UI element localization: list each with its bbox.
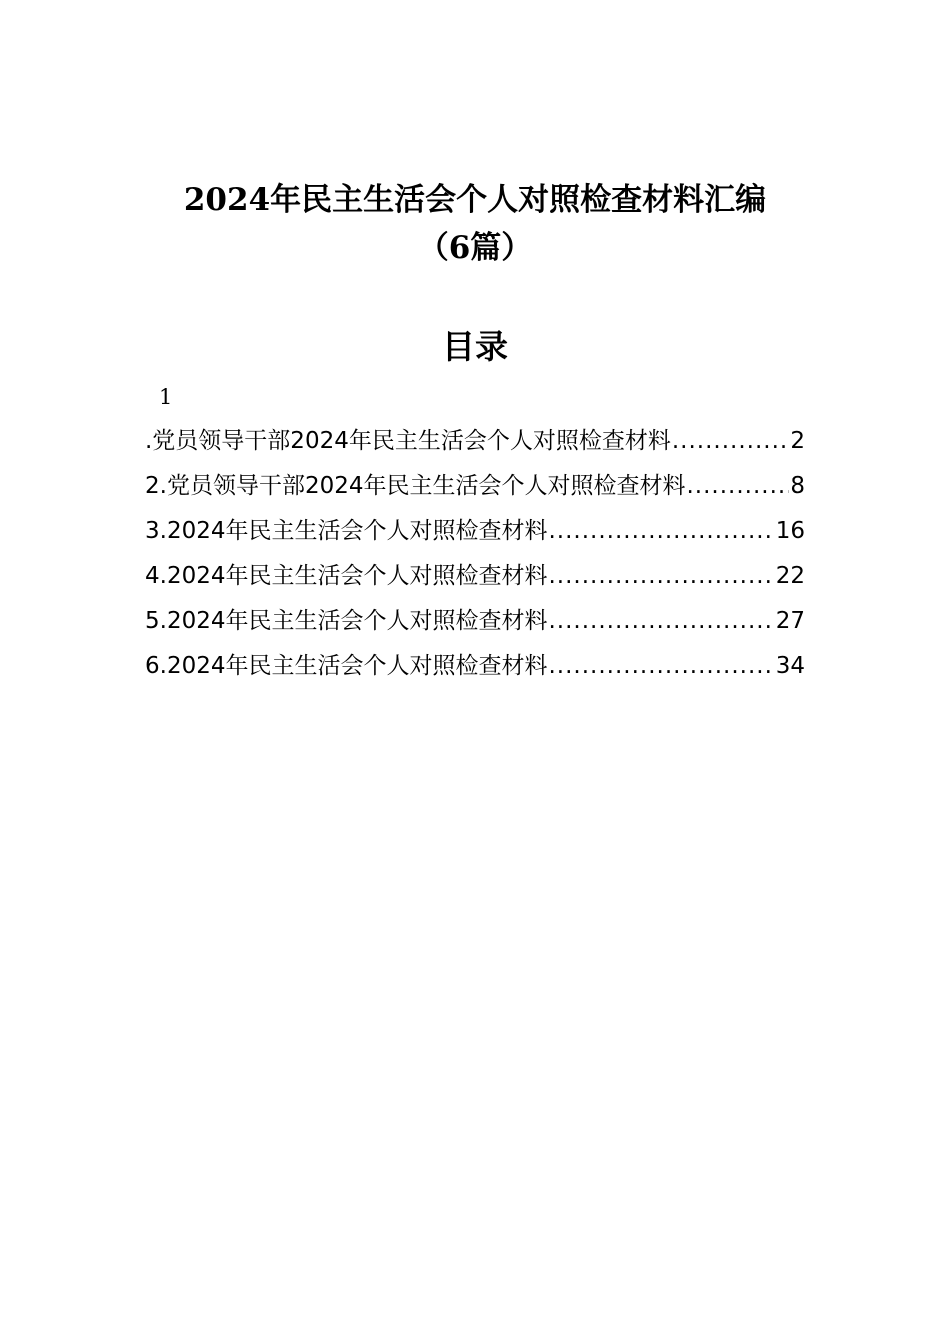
toc-entry[interactable] bbox=[145, 469, 805, 514]
toc-entry-page-number: 34 bbox=[775, 653, 805, 679]
toc-entry-leader bbox=[548, 559, 774, 593]
toc-entry-page-number: 16 bbox=[775, 518, 805, 544]
toc-entry-title: 5.2024年民主生活会个人对照检查材料 bbox=[145, 608, 548, 634]
toc-entry-leader bbox=[672, 424, 790, 458]
document-title-line-2: （6篇） bbox=[417, 230, 533, 266]
toc-entry[interactable] bbox=[145, 559, 805, 604]
toc-entry-title: .党员领导干部2024年民主生活会个人对照检查材料 bbox=[145, 428, 671, 454]
toc-entry[interactable] bbox=[145, 514, 805, 559]
toc-entry-title: 4.2024年民主生活会个人对照检查材料 bbox=[145, 563, 548, 589]
toc-stray-number: 1 bbox=[159, 385, 173, 409]
toc-entry[interactable] bbox=[145, 604, 805, 649]
toc-entry-page-number: 2 bbox=[790, 428, 805, 454]
toc-entry[interactable] bbox=[145, 424, 805, 469]
table-of-contents bbox=[145, 424, 805, 694]
toc-heading: 目录 bbox=[442, 327, 508, 366]
toc-entry-leader bbox=[548, 604, 774, 638]
document-title-line-1: 2024年民主生活会个人对照检查材料汇编 bbox=[183, 182, 767, 218]
toc-entry-page-number: 8 bbox=[790, 473, 805, 499]
toc-entry-leader bbox=[548, 514, 774, 548]
toc-entry[interactable] bbox=[145, 649, 805, 694]
toc-entry-title: 2.党员领导干部2024年民主生活会个人对照检查材料 bbox=[145, 473, 686, 499]
toc-entry-page-number: 27 bbox=[775, 608, 805, 634]
toc-entry-leader bbox=[548, 649, 774, 683]
toc-entry-leader bbox=[686, 469, 789, 503]
toc-entry-title: 6.2024年民主生活会个人对照检查材料 bbox=[145, 653, 548, 679]
toc-entry-page-number: 22 bbox=[775, 563, 805, 589]
toc-entry-title: 3.2024年民主生活会个人对照检查材料 bbox=[145, 518, 548, 544]
